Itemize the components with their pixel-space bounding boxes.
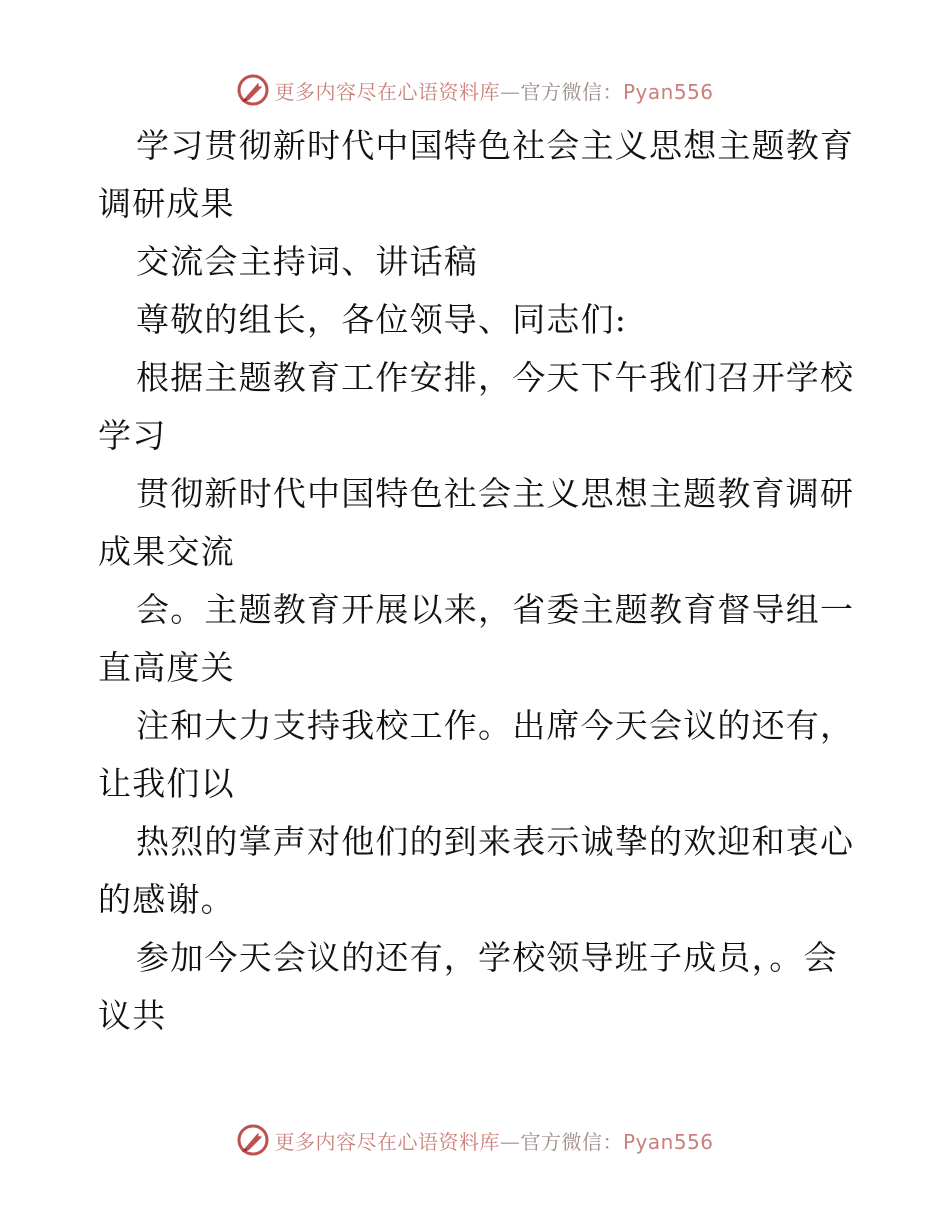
watermark-site-text: 更多内容尽在心语资料库 [274, 79, 500, 104]
watermark-dash: — [499, 79, 521, 104]
watermark-dash: — [499, 1129, 521, 1154]
header-watermark [0, 70, 950, 110]
watermark-site-text: 更多内容尽在心语资料库 [274, 1129, 500, 1154]
text-line: 参加今天会议的还有，学校领导班子成员，。会 [136, 938, 838, 977]
text-line: 贯彻新时代中国特色社会主义思想主题教育调研 [136, 474, 855, 513]
text-line: 学习贯彻新时代中国特色社会主义思想主题教育 [136, 126, 855, 165]
text-line: 让我们以 [98, 764, 235, 803]
footer-watermark [0, 1120, 950, 1160]
text-line: 学习 [98, 416, 167, 455]
text-line: 注和大力支持我校工作。出席今天会议的还有， [136, 706, 855, 745]
pen-nib-logo-icon [236, 73, 270, 107]
watermark-text [274, 76, 713, 105]
text-line: 调研成果 [98, 184, 235, 223]
watermark-text [274, 1126, 713, 1155]
text-line: 议共 [98, 996, 167, 1035]
text-line: 的感谢。 [98, 880, 235, 919]
watermark-wechat-id: Pyan556 [622, 79, 714, 104]
text-line: 直高度关 [98, 648, 235, 687]
document-body [98, 117, 858, 1045]
text-line: 会。主题教育开展以来，省委主题教育督导组一 [136, 590, 855, 629]
pen-nib-logo-icon [236, 1123, 270, 1157]
watermark-wechat-label: 官方微信： [520, 1129, 623, 1154]
text-line: 成果交流 [98, 532, 235, 571]
text-line: 尊敬的组长，各位领导、同志们: [136, 300, 628, 339]
text-line: 根据主题教育工作安排，今天下午我们召开学校 [136, 358, 855, 397]
watermark-wechat-label: 官方微信： [520, 79, 623, 104]
text-line: 热烈的掌声对他们的到来表示诚挚的欢迎和衷心 [136, 822, 855, 861]
text-line: 交流会主持词、讲话稿 [136, 242, 478, 281]
watermark-wechat-id: Pyan556 [622, 1129, 714, 1154]
